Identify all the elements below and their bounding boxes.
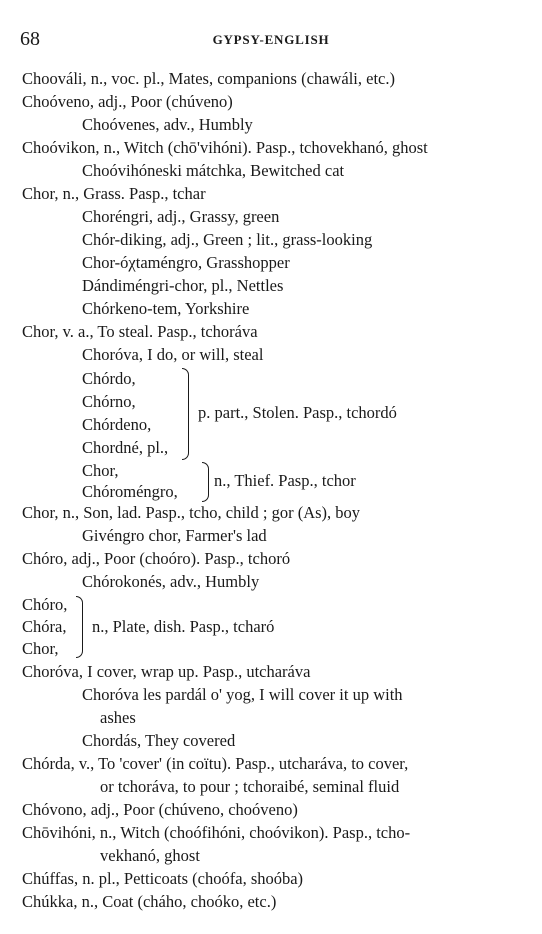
entry-line: Chórokonés, adv., Humbly xyxy=(82,572,260,591)
brace-label: n., Plate, dish. Pasp., tcharó xyxy=(92,617,275,636)
entry-line: Chórno, xyxy=(82,392,136,411)
entry-line: Choóveno, adj., Poor (chúveno) xyxy=(22,92,233,111)
page-header xyxy=(20,28,522,52)
entry-line: Chór-diking, adj., Green ; lit., grass-looking xyxy=(82,230,373,249)
entry-line: Chórda, v., To 'cover' (in coïtu). Pasp., utcharáva, to cover, xyxy=(22,754,409,773)
entry-line: Choóvenes, adv., Humbly xyxy=(82,115,253,134)
entry-line: Chúffas, n. pl., Petticoats (choófa, shoóba) xyxy=(22,869,304,888)
brace-label: p. part., Stolen. Pasp., tchordó xyxy=(198,403,397,422)
entry-line: Chóro, adj., Poor (choóro). Pasp., tchoró xyxy=(22,549,291,568)
running-title: GYPSY-ENGLISH xyxy=(212,32,330,47)
entry-line: Chor, xyxy=(22,639,59,658)
entry-line: or tchoráva, to pour ; tchoraibé, seminal fluid xyxy=(100,777,400,796)
entry-line: Choróva les pardál o' yog, I will cover it up with xyxy=(82,685,403,704)
brace-stolen xyxy=(182,368,189,460)
entry-line: Choréngri, adj., Grassy, green xyxy=(82,207,280,226)
entry-line: Chóroméngro, xyxy=(82,482,178,501)
entry-line: Dándiméngri-chor, pl., Nettles xyxy=(82,276,284,295)
brace-thief xyxy=(202,462,209,502)
entry-line: Chórdo, xyxy=(82,369,136,388)
entry-line: Chúkka, n., Coat (cháho, choóko, etc.) xyxy=(22,892,277,911)
entry-line: Chórkeno-tem, Yorkshire xyxy=(82,299,250,318)
entry-line: Chor, n., Grass. Pasp., tchar xyxy=(22,184,206,203)
entry-line: Chordné, pl., xyxy=(82,438,169,457)
page-number: 68 xyxy=(20,28,40,50)
entry-line: Givéngro chor, Farmer's lad xyxy=(82,526,267,545)
entry-line: Choróva, I cover, wrap up. Pasp., utcharáva xyxy=(22,662,311,681)
entry-line: Chóra, xyxy=(22,617,67,636)
brace-label: n., Thief. Pasp., tchor xyxy=(214,471,356,490)
entry-line: Chor-óχtaméngro, Grasshopper xyxy=(82,253,290,272)
entry-line: Chórdeno, xyxy=(82,415,152,434)
entry-line: Choováli, n., voc. pl., Mates, companions (chawáli, etc.) xyxy=(22,69,395,88)
entry-line: Choróva, I do, or will, steal xyxy=(82,345,264,364)
entry-line: Chordás, They covered xyxy=(82,731,236,750)
entry-line: Chóvono, adj., Poor (chúveno, choóveno) xyxy=(22,800,298,819)
entry-line: Choóvikon, n., Witch (chō'vihóni). Pasp., tchovekhanó, ghost xyxy=(22,138,428,157)
entry-line: Chōvihóni, n., Witch (choófihóni, choóvikon). Pasp., tcho- xyxy=(22,823,411,842)
entry-line: Chor, xyxy=(82,461,119,480)
entry-line: Choóvihóneski mátchka, Bewitched cat xyxy=(82,161,345,180)
entry-line: Chor, n., Son, lad. Pasp., tcho, child ; gor (As), boy xyxy=(22,503,361,522)
entry-line: ashes xyxy=(100,708,136,727)
entry-line: Chóro, xyxy=(22,595,68,614)
brace-plate xyxy=(76,596,83,658)
entry-line: Chor, v. a., To steal. Pasp., tchoráva xyxy=(22,322,258,341)
entry-line: vekhanó, ghost xyxy=(100,846,200,865)
